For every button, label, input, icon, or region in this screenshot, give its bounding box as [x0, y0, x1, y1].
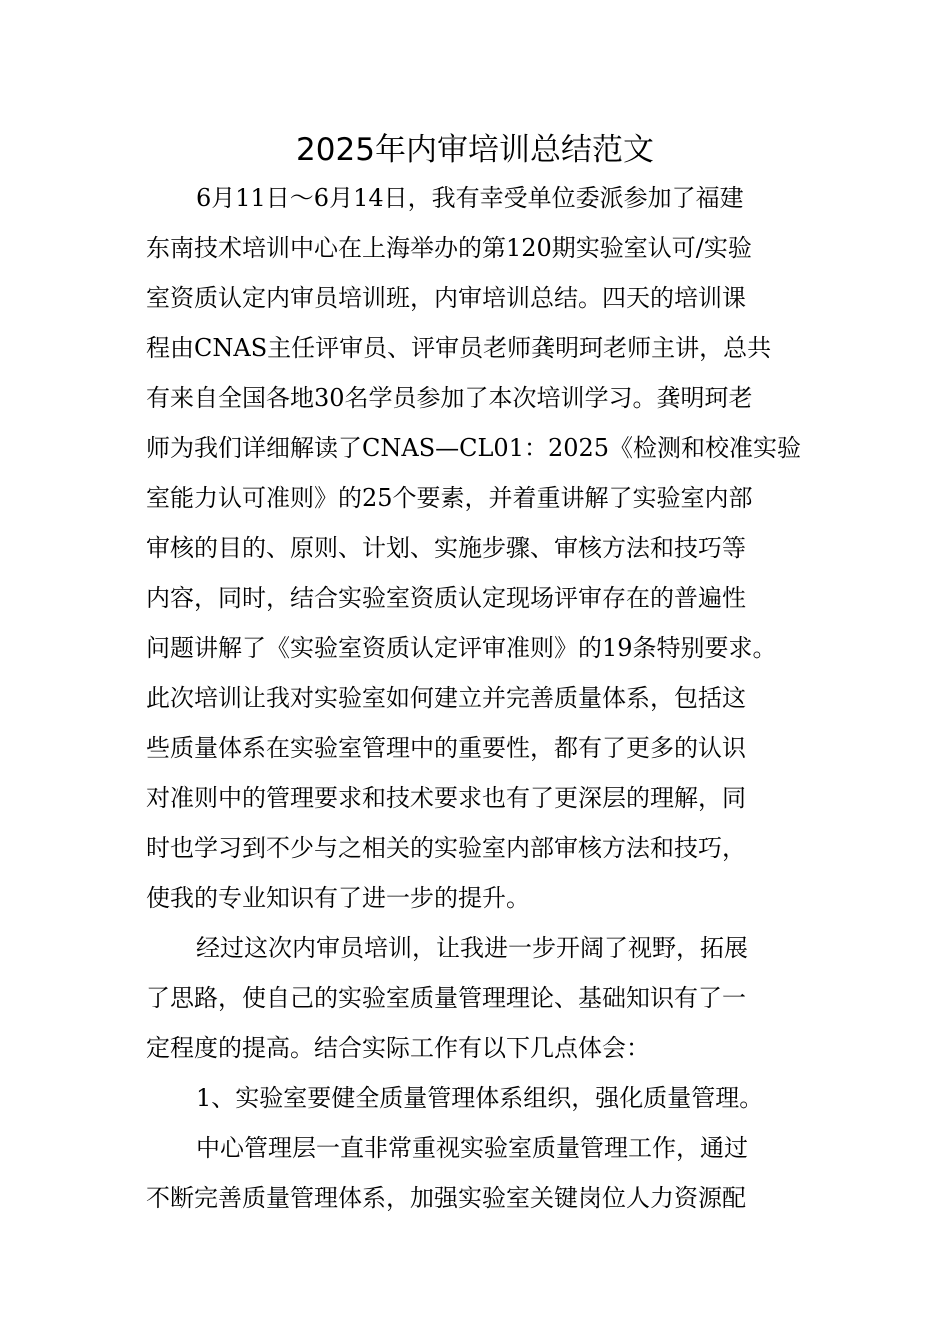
paragraph-line: 6月11日～6月14日，我有幸受单位委派参加了福建 [196, 184, 744, 212]
section-heading: 1、实验室要健全质量管理体系组织，强化质量管理。 [196, 1084, 764, 1112]
paragraph-line: 程由CNAS主任评审员、评审员老师龚明珂老师主讲，总共 [146, 334, 772, 362]
paragraph-line: 问题讲解了《实验室资质认定评审准则》的19条特别要求。 [146, 634, 777, 662]
document-title: 2025年内审培训总结范文 [296, 132, 654, 168]
paragraph-line: 中心管理层一直非常重视实验室质量管理工作，通过 [196, 1134, 748, 1162]
paragraph-line: 此次培训让我对实验室如何建立并完善质量体系，包括这 [146, 684, 746, 712]
paragraph-line: 些质量体系在实验室管理中的重要性，都有了更多的认识 [146, 734, 746, 762]
paragraph-line: 时也学习到不少与之相关的实验室内部审核方法和技巧， [146, 834, 746, 862]
paragraph-line: 定程度的提高。结合实际工作有以下几点体会： [146, 1034, 650, 1062]
paragraph-line: 室资质认定内审员培训班，内审培训总结。四天的培训课 [146, 284, 746, 312]
paragraph-line: 内容，同时，结合实验室资质认定现场评审存在的普遍性 [146, 584, 746, 612]
paragraph-line: 使我的专业知识有了进一步的提升。 [146, 884, 530, 912]
paragraph-line: 师为我们详细解读了CNAS—CL01：2025《检测和校准实验 [146, 434, 802, 462]
paragraph-line: 审核的目的、原则、计划、实施步骤、审核方法和技巧等 [146, 534, 746, 562]
paragraph-line: 有来自全国各地30名学员参加了本次培训学习。龚明珂老 [146, 384, 753, 412]
paragraph-line: 不断完善质量管理体系，加强实验室关键岗位人力资源配 [146, 1184, 746, 1212]
paragraph-line: 经过这次内审员培训，让我进一步开阔了视野，拓展 [196, 934, 748, 962]
paragraph-line: 东南技术培训中心在上海举办的第120期实验室认可/实验 [146, 234, 752, 262]
paragraph-line: 了思路，使自己的实验室质量管理理论、基础知识有了一 [146, 984, 746, 1012]
paragraph-line: 室能力认可准则》的25个要素，并着重讲解了实验室内部 [146, 484, 753, 512]
paragraph-line: 对准则中的管理要求和技术要求也有了更深层的理解，同 [146, 784, 746, 812]
